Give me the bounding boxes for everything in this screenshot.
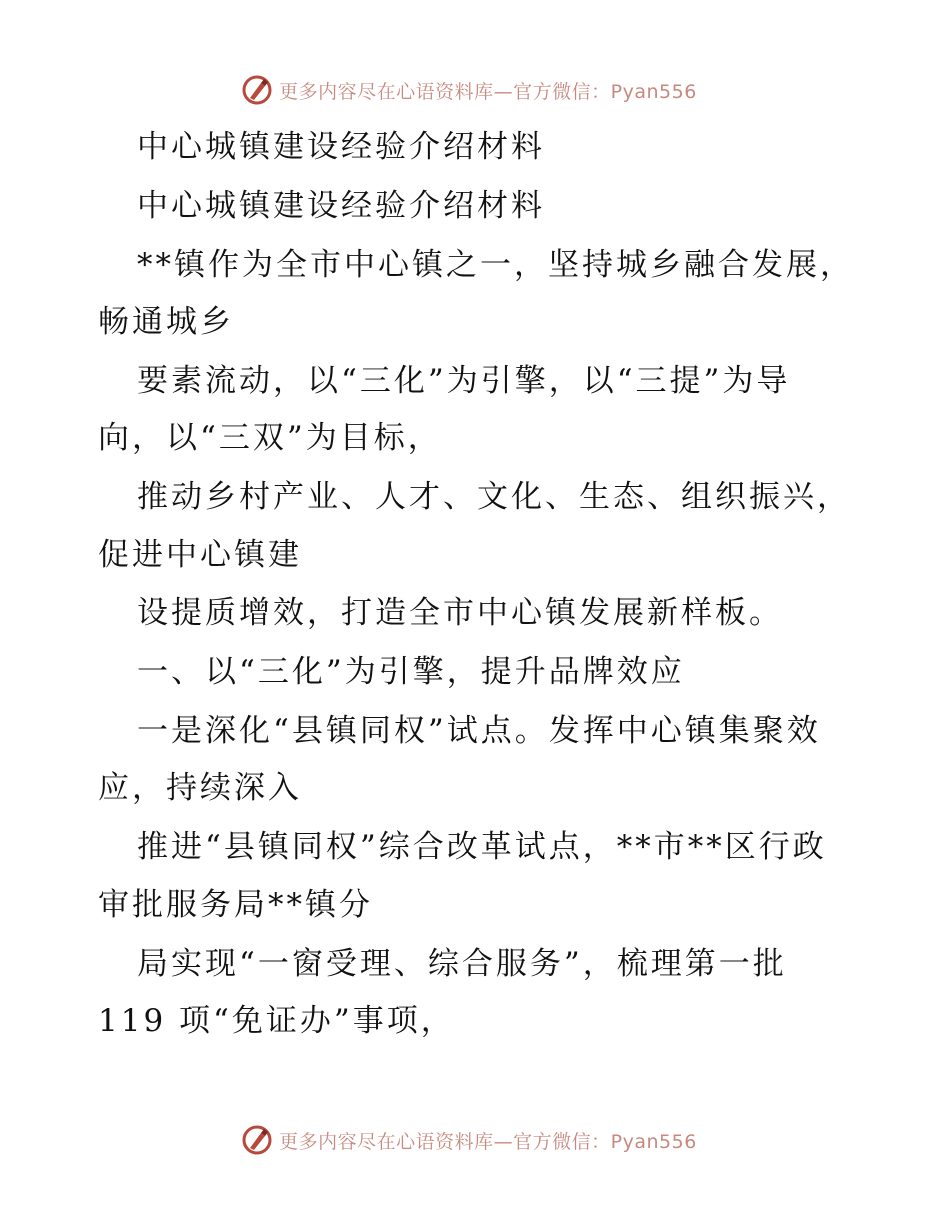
header-watermark <box>0 70 950 110</box>
paragraph-line: 应，持续深入 <box>98 770 302 806</box>
paragraph-line: 推进“县镇同权”综合改革试点，**市**区行政 <box>137 829 827 865</box>
paragraph-line: 审批服务局**镇分 <box>98 887 373 923</box>
paragraph-line: 要素流动，以“三化”为引擎，以“三提”为导 <box>137 363 791 399</box>
section-heading: 一、以“三化”为引擎，提升品牌效应 <box>137 654 685 690</box>
document-heading: 中心城镇建设经验介绍材料 <box>137 188 545 224</box>
document-title: 中心城镇建设经验介绍材料 <box>137 129 545 165</box>
footer-watermark <box>0 1120 950 1160</box>
paragraph-line: 促进中心镇建 <box>98 537 302 573</box>
paragraph-line: 设提质增效，打造全市中心镇发展新样板。 <box>137 595 783 631</box>
paragraph-line: 向，以“三双”为目标， <box>98 420 442 456</box>
paragraph-line: 一是深化“县镇同权”试点。发挥中心镇集聚效 <box>137 713 821 749</box>
watermark-text: 更多内容尽在心语资料库—官方微信：Pyan556 <box>279 80 697 103</box>
paragraph-line: 推动乡村产业、人才、文化、生态、组织振兴， <box>137 479 851 515</box>
pen-in-circle-icon <box>241 74 273 106</box>
paragraph-line: 局实现“一窗受理、综合服务”，梳理第一批 <box>137 946 787 982</box>
paragraph-line: **镇作为全市中心镇之一，坚持城乡融合发展， <box>137 247 854 283</box>
paragraph-line: 畅通城乡 <box>98 304 234 340</box>
pen-in-circle-icon <box>241 1124 273 1156</box>
watermark-text: 更多内容尽在心语资料库—官方微信：Pyan556 <box>279 1130 697 1153</box>
paragraph-line: 119 项“免证办”事项， <box>98 1003 455 1039</box>
